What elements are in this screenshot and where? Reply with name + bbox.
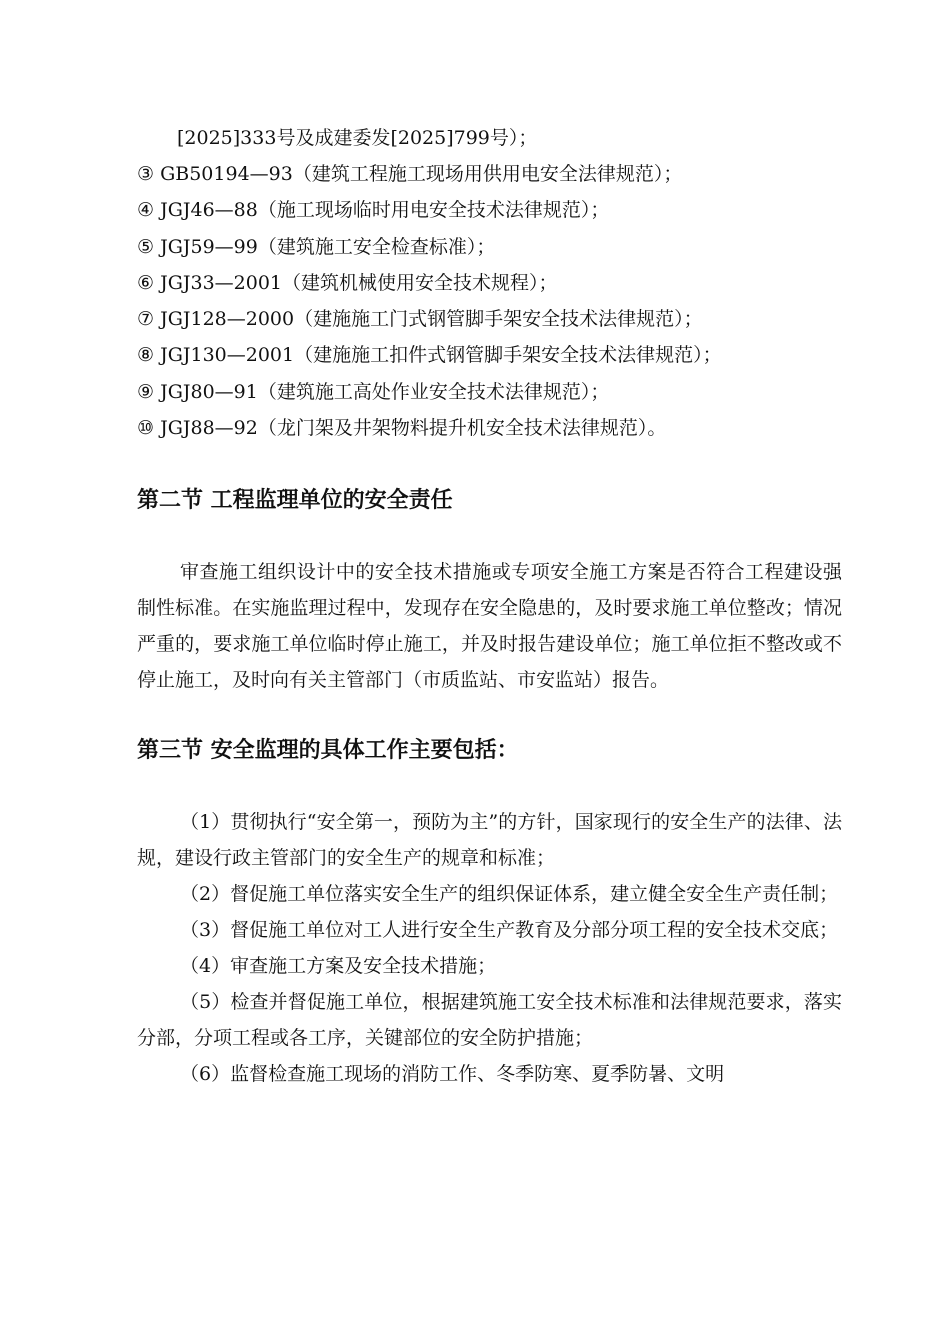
section-2-paragraph: 审查施工组织设计中的安全技术措施或专项安全施工方案是否符合工程建设强制性标准。在实施监理过程中，发现存在安全隐患的，及时要求施工单位整改；情况严重的，要求施工单位临时停止施工，并及时报告建设单位；施工单位拒不整改或不停止施工，及时向有关主管部门（市质监站、市安监站）报告。 [137,561,842,692]
duty-item: （4）审查施工方案及安全技术措施； [180,955,497,978]
duty-item: （1）贯彻执行“安全第一，预防为主”的方针，国家现行的安全生产的法律、法规，建设行政主管部门的安全生产的规章和标准； [137,811,842,870]
duty-item: （2）督促施工单位落实安全生产的组织保证体系，建立健全安全生产责任制； [180,883,839,906]
standards-list [137,156,842,446]
section-3-heading: 第三节 安全监理的具体工作主要包括： [137,738,519,764]
standard-item: ⑥ JGJ33—2001（建筑机械使用安全技术规程）； [137,271,558,294]
page-content [137,120,842,1092]
duty-item: （3）督促施工单位对工人进行安全生产教育及分部分项工程的安全技术交底； [180,919,839,942]
standard-item: ⑤ JGJ59—99（建筑施工安全检查标准）； [137,235,496,258]
section-3-list [137,804,842,1092]
duty-item: （6）监督检查施工现场的消防工作、冬季防寒、夏季防暑、文明 [180,1063,725,1086]
standard-item: ⑨ JGJ80—91（建筑施工高处作业安全技术法律规范）； [137,380,610,403]
standard-item: ⑦ JGJ128—2000（建施施工门式钢管脚手架安全技术法律规范）； [137,308,703,331]
standard-item: ⑧ JGJ130—2001（建施施工扣件式钢管脚手架安全技术法律规范）； [137,344,722,367]
continuation-line: [2025]333号及成建委发[2025]799号）； [177,127,538,149]
section-2-heading: 第二节 工程监理单位的安全责任 [137,488,453,514]
standard-item: ③ GB50194—93（建筑工程施工现场用供用电安全法律规范）； [137,163,683,185]
standard-item: ⑩ JGJ88—92（龙门架及井架物料提升机安全技术法律规范）。 [137,417,667,440]
duty-item: （5）检查并督促施工单位，根据建筑施工安全技术标准和法律规范要求，落实分部，分项工程或各工序，关键部位的安全防护措施； [137,991,842,1050]
standard-item: ④ JGJ46—88（施工现场临时用电安全技术法律规范）； [137,199,610,222]
